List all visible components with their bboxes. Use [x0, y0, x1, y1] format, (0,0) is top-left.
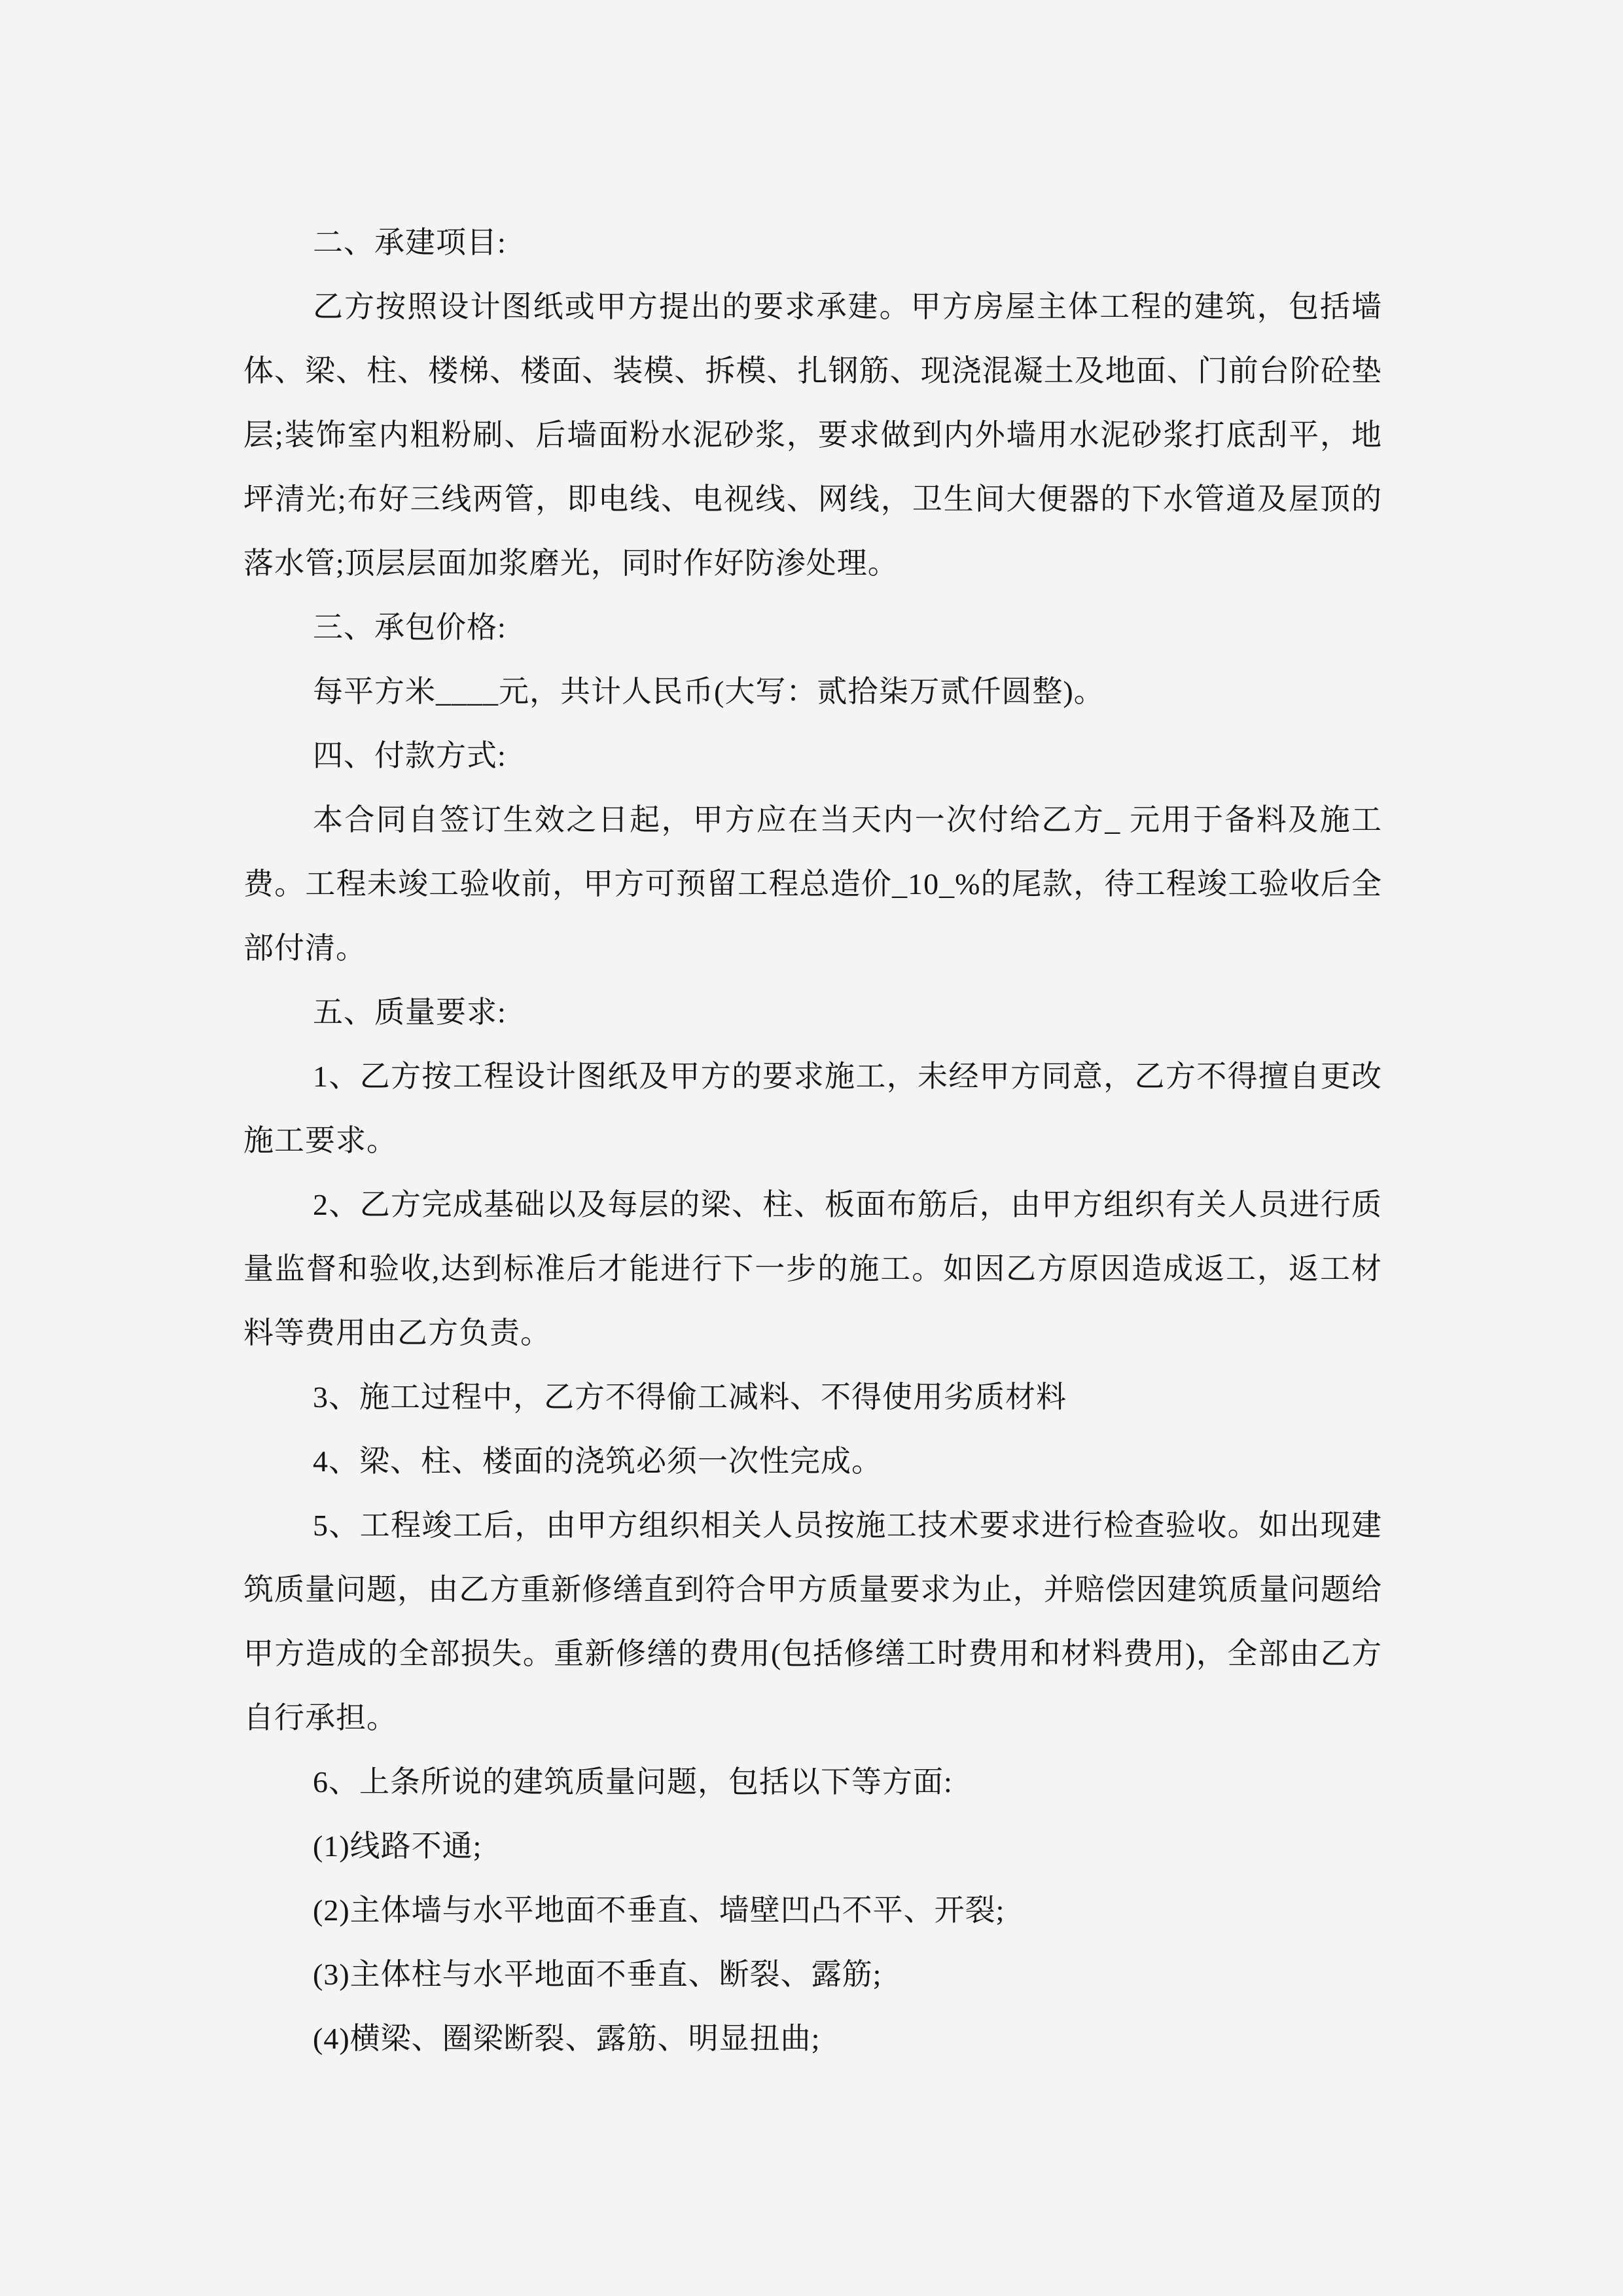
- heading-section-2-project: 二、承建项目:: [313, 226, 507, 259]
- para-quality-item-2: 2、乙方完成基础以及每层的梁、柱、板面布筋后，由甲方组织有关人员进行质量监督和验收,达到标准后才能进行下一步的施工。如因乙方原因造成返工，返工材料等费用由乙方负责。: [243, 1188, 1382, 1350]
- contract-document: [243, 211, 1382, 2071]
- para-defect-type-4: (4)横梁、圈梁断裂、露筋、明显扭曲;: [313, 2022, 821, 2055]
- para-defect-type-3: (3)主体柱与水平地面不垂直、断裂、露筋;: [313, 1958, 882, 1991]
- heading-section-4-payment: 四、付款方式:: [313, 739, 507, 772]
- para-project-scope: 乙方按照设计图纸或甲方提出的要求承建。甲方房屋主体工程的建筑，包括墙体、梁、柱、楼梯、楼面、装模、拆模、扎钢筋、现浇混凝土及地面、门前台阶砼垫层;装饰室内粗粉刷、后墙面粉水泥砂浆，要求做到内外墙用水泥砂浆打底刮平，地坪清光;布好三线两管，即电线、电视线、网线，卫生间大便器的下水管道及屋顶的落水管;顶层层面加浆磨光，同时作好防渗处理。: [243, 290, 1382, 580]
- heading-section-3-price: 三、承包价格:: [313, 611, 507, 644]
- para-quality-item-5: 5、工程竣工后，由甲方组织相关人员按施工技术要求进行检查验收。如出现建筑质量问题，由乙方重新修缮直到符合甲方质量要求为止，并赔偿因建筑质量问题给甲方造成的全部损失。重新修缮的费用(包括修缮工时费用和材料费用)，全部由乙方自行承担。: [243, 1509, 1382, 1734]
- heading-section-5-quality: 五、质量要求:: [313, 996, 507, 1029]
- para-quality-item-3: 3、施工过程中，乙方不得偷工减料、不得使用劣质材料: [313, 1380, 1067, 1414]
- para-payment-terms: 本合同自签订生效之日起，甲方应在当天内一次付给乙方_ 元用于备料及施工费。工程未竣工验收前，甲方可预留工程总造价_10_%的尾款，待工程竣工验收后全部付清。: [243, 803, 1382, 965]
- para-quality-item-6: 6、上条所说的建筑质量问题，包括以下等方面:: [313, 1765, 953, 1799]
- para-quality-item-4: 4、梁、柱、楼面的浇筑必须一次性完成。: [313, 1444, 882, 1478]
- para-contract-price: 每平方米____元，共计人民币(大写：贰拾柒万贰仟圆整)。: [313, 675, 1105, 708]
- para-quality-item-1: 1、乙方按工程设计图纸及甲方的要求施工，未经甲方同意，乙方不得擅自更改施工要求。: [243, 1060, 1382, 1157]
- para-defect-type-2: (2)主体墙与水平地面不垂直、墙壁凹凸不平、开裂;: [313, 1893, 1005, 1927]
- para-defect-type-1: (1)线路不通;: [313, 1829, 482, 1863]
